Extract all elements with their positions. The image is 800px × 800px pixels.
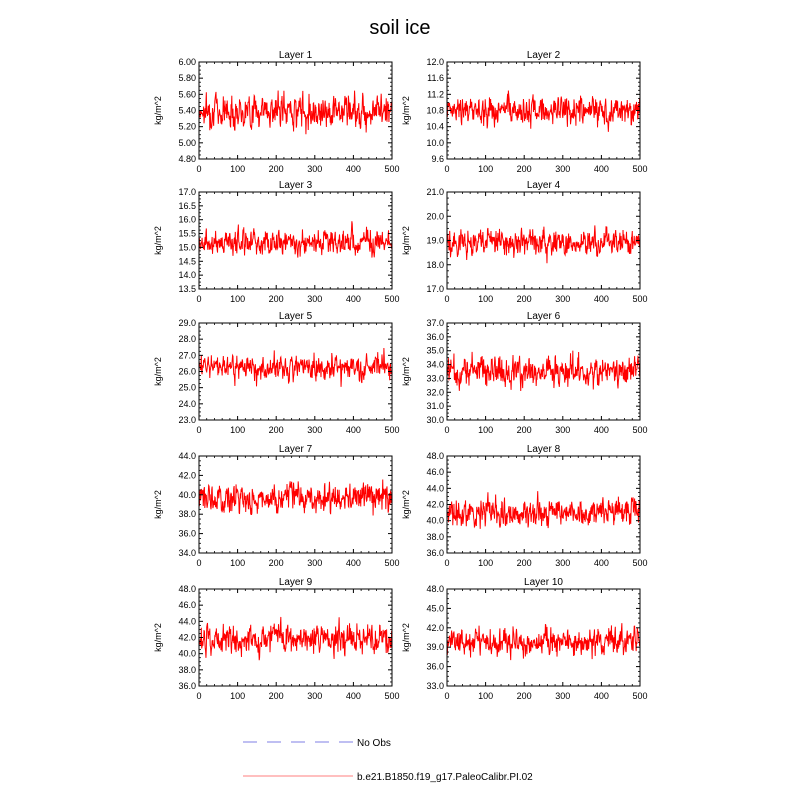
y-tick-label: 48.0 — [178, 584, 196, 594]
y-tick-label: 24.0 — [178, 398, 196, 409]
y-tick-label: 17.0 — [178, 187, 196, 197]
x-tick-label: 0 — [196, 294, 202, 304]
x-tick-label: 400 — [345, 294, 361, 304]
y-tick-label: 5.20 — [178, 121, 196, 132]
x-tick-label: 0 — [444, 691, 450, 701]
y-tick-label: 38.0 — [178, 509, 196, 520]
x-tick-label: 400 — [593, 425, 609, 435]
x-tick-label: 100 — [478, 691, 494, 701]
x-tick-label: 0 — [196, 558, 202, 568]
panel-layer-8 — [401, 444, 648, 568]
x-tick-label: 200 — [516, 558, 532, 568]
x-tick-label: 500 — [632, 425, 648, 435]
y-tick-label: 5.80 — [178, 73, 196, 84]
x-tick-label: 200 — [268, 691, 284, 701]
y-tick-label: 33.0 — [426, 681, 444, 691]
y-tick-label: 39.0 — [426, 642, 444, 653]
x-tick-label: 400 — [345, 164, 361, 174]
x-tick-label: 300 — [555, 294, 571, 304]
panel-title: Layer 6 — [526, 311, 561, 322]
x-tick-label: 0 — [444, 164, 450, 174]
panel-layer-6 — [401, 311, 648, 435]
series-line — [447, 351, 640, 391]
x-tick-label: 200 — [268, 164, 284, 174]
x-tick-label: 0 — [444, 558, 450, 568]
x-tick-label: 300 — [555, 425, 571, 435]
x-tick-label: 100 — [478, 558, 494, 568]
y-tick-label: 44.0 — [178, 616, 196, 627]
y-tick-label: 17.0 — [426, 284, 444, 294]
x-tick-label: 100 — [230, 558, 246, 568]
x-tick-label: 500 — [384, 294, 400, 304]
y-tick-label: 34.0 — [426, 359, 444, 370]
x-tick-label: 500 — [384, 425, 400, 435]
y-tick-label: 5.60 — [178, 89, 196, 100]
y-tick-label: 11.2 — [427, 89, 444, 100]
panel-layer-4 — [401, 180, 648, 304]
y-axis-label: kg/m^2 — [153, 357, 163, 386]
x-tick-label: 200 — [268, 425, 284, 435]
x-tick-label: 500 — [384, 558, 400, 568]
y-tick-label: 16.0 — [178, 214, 196, 225]
y-tick-label: 21.0 — [426, 187, 444, 197]
x-tick-label: 0 — [196, 425, 202, 435]
x-tick-label: 200 — [516, 691, 532, 701]
y-tick-label: 23.0 — [178, 415, 196, 425]
x-tick-label: 400 — [345, 691, 361, 701]
x-tick-label: 400 — [345, 425, 361, 435]
panel-title: Layer 4 — [526, 180, 561, 191]
x-tick-label: 400 — [593, 558, 609, 568]
y-tick-label: 5.40 — [178, 105, 196, 116]
y-tick-label: 32.0 — [426, 387, 444, 398]
y-tick-label: 9.6 — [431, 154, 444, 164]
series-line — [199, 221, 392, 257]
panel-title: Layer 2 — [526, 50, 561, 61]
x-tick-label: 0 — [444, 294, 450, 304]
y-tick-label: 10.8 — [426, 105, 444, 116]
x-tick-label: 100 — [478, 425, 494, 435]
panel-title: Layer 9 — [278, 577, 313, 588]
x-tick-label: 500 — [632, 691, 648, 701]
y-tick-label: 38.0 — [426, 531, 444, 542]
panel-layer-10 — [401, 577, 648, 701]
series-line — [199, 348, 392, 387]
plot-frame — [447, 456, 640, 553]
y-tick-label: 14.5 — [178, 256, 196, 267]
y-tick-label: 28.0 — [178, 334, 196, 345]
x-tick-label: 200 — [268, 558, 284, 568]
y-tick-label: 31.0 — [426, 401, 444, 412]
panel-layer-3 — [153, 180, 400, 304]
y-tick-label: 15.5 — [178, 228, 196, 239]
y-tick-label: 26.0 — [178, 366, 196, 377]
panel-title: Layer 7 — [278, 444, 313, 455]
x-tick-label: 200 — [516, 425, 532, 435]
panel-title: Layer 8 — [526, 444, 561, 455]
x-tick-label: 400 — [593, 691, 609, 701]
y-tick-label: 46.0 — [178, 600, 196, 611]
y-axis-label: kg/m^2 — [401, 623, 411, 652]
y-tick-label: 12.0 — [426, 57, 444, 67]
y-tick-label: 6.00 — [178, 57, 196, 67]
y-axis-label: kg/m^2 — [401, 96, 411, 125]
y-tick-label: 40.0 — [426, 515, 444, 526]
y-tick-label: 18.0 — [426, 259, 444, 270]
y-tick-label: 25.0 — [178, 382, 196, 393]
y-axis-label: kg/m^2 — [153, 623, 163, 652]
y-tick-label: 13.5 — [178, 284, 196, 294]
y-tick-label: 16.5 — [178, 200, 196, 211]
legend — [243, 738, 533, 783]
x-tick-label: 0 — [196, 164, 202, 174]
y-axis-label: kg/m^2 — [401, 357, 411, 386]
y-axis-label: kg/m^2 — [153, 490, 163, 519]
x-tick-label: 400 — [593, 164, 609, 174]
panel-layer-9 — [153, 577, 400, 701]
y-tick-label: 36.0 — [426, 661, 444, 672]
legend-model-label: b.e21.B1850.f19_g17.PaleoCalibr.PI.02 — [357, 772, 533, 783]
series-line — [199, 617, 392, 660]
y-tick-label: 44.0 — [178, 451, 196, 461]
y-tick-label: 48.0 — [426, 451, 444, 461]
series-line — [447, 491, 640, 529]
figure-title: soil ice — [369, 17, 431, 39]
panel-title: Layer 3 — [278, 180, 313, 191]
y-tick-label: 10.0 — [426, 137, 444, 148]
y-tick-label: 48.0 — [426, 584, 444, 594]
x-tick-label: 100 — [230, 294, 246, 304]
y-tick-label: 30.0 — [426, 415, 444, 425]
x-tick-label: 400 — [593, 294, 609, 304]
x-tick-label: 200 — [516, 294, 532, 304]
y-axis-label: kg/m^2 — [401, 226, 411, 255]
y-tick-label: 36.0 — [426, 548, 444, 558]
series-line — [447, 91, 640, 132]
y-tick-label: 33.0 — [426, 373, 444, 384]
x-tick-label: 200 — [268, 294, 284, 304]
x-tick-label: 100 — [230, 425, 246, 435]
y-tick-label: 40.0 — [178, 489, 196, 500]
series-line — [447, 225, 640, 263]
y-tick-label: 5.00 — [178, 137, 196, 148]
x-tick-label: 300 — [307, 425, 323, 435]
x-tick-label: 300 — [307, 691, 323, 701]
y-tick-label: 15.0 — [178, 242, 196, 253]
y-tick-label: 10.4 — [426, 121, 444, 132]
x-tick-label: 400 — [345, 558, 361, 568]
series-line — [199, 480, 392, 516]
panel-title: Layer 1 — [278, 50, 313, 61]
x-tick-label: 300 — [307, 558, 323, 568]
y-axis-label: kg/m^2 — [153, 96, 163, 125]
y-tick-label: 36.0 — [426, 331, 444, 342]
y-tick-label: 42.0 — [178, 632, 196, 643]
x-tick-label: 0 — [196, 691, 202, 701]
y-tick-label: 14.0 — [178, 270, 196, 281]
x-tick-label: 300 — [555, 558, 571, 568]
x-tick-label: 500 — [632, 558, 648, 568]
panel-layer-5 — [153, 311, 400, 435]
panel-layer-1 — [153, 50, 400, 174]
y-tick-label: 46.0 — [426, 467, 444, 478]
y-tick-label: 42.0 — [426, 499, 444, 510]
y-tick-label: 29.0 — [178, 318, 196, 328]
y-tick-label: 42.0 — [426, 622, 444, 633]
y-tick-label: 36.0 — [178, 681, 196, 691]
panel-title: Layer 10 — [524, 577, 563, 588]
y-tick-label: 19.0 — [426, 235, 444, 246]
y-axis-label: kg/m^2 — [401, 490, 411, 519]
y-tick-label: 42.0 — [178, 470, 196, 481]
y-tick-label: 35.0 — [426, 345, 444, 356]
x-tick-label: 300 — [307, 294, 323, 304]
x-tick-label: 300 — [555, 691, 571, 701]
x-tick-label: 300 — [307, 164, 323, 174]
y-tick-label: 34.0 — [178, 548, 196, 558]
x-tick-label: 300 — [555, 164, 571, 174]
x-tick-label: 100 — [230, 164, 246, 174]
x-tick-label: 100 — [230, 691, 246, 701]
y-axis-label: kg/m^2 — [153, 226, 163, 255]
y-tick-label: 4.80 — [178, 154, 196, 164]
legend-obs-label: No Obs — [357, 738, 391, 749]
series-line — [199, 91, 392, 135]
y-tick-label: 20.0 — [426, 211, 444, 222]
x-tick-label: 500 — [384, 164, 400, 174]
y-tick-label: 40.0 — [178, 648, 196, 659]
panel-grid — [153, 50, 648, 701]
series-line — [447, 623, 640, 660]
y-tick-label: 38.0 — [178, 664, 196, 675]
x-tick-label: 500 — [632, 294, 648, 304]
panel-title: Layer 5 — [278, 311, 313, 322]
y-tick-label: 27.0 — [178, 350, 196, 361]
x-tick-label: 0 — [444, 425, 450, 435]
x-tick-label: 100 — [478, 294, 494, 304]
y-tick-label: 36.0 — [178, 528, 196, 539]
y-tick-label: 44.0 — [426, 483, 444, 494]
x-tick-label: 200 — [516, 164, 532, 174]
panel-layer-2 — [401, 50, 648, 174]
x-tick-label: 500 — [384, 691, 400, 701]
x-tick-label: 500 — [632, 164, 648, 174]
y-tick-label: 11.6 — [427, 73, 444, 84]
y-tick-label: 45.0 — [426, 603, 444, 614]
y-tick-label: 37.0 — [426, 318, 444, 328]
x-tick-label: 100 — [478, 164, 494, 174]
panel-layer-7 — [153, 444, 400, 568]
